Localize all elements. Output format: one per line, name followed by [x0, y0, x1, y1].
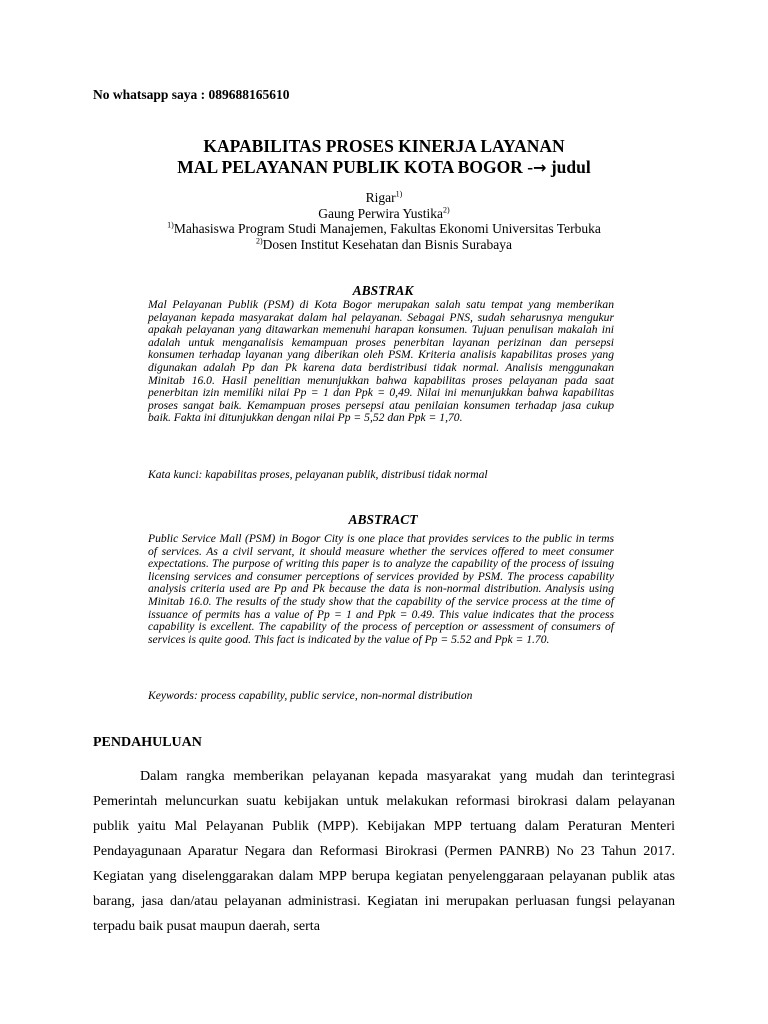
section-heading-pendahuluan: PENDAHULUAN	[93, 735, 202, 750]
affiliation-1	[0, 221, 768, 237]
affiliation-1-text: Mahasiswa Program Studi Manajemen, Fakultas Ekonomi Universitas Terbuka	[173, 221, 601, 236]
author-1-sup: 1)	[395, 189, 403, 199]
author-2-name: Gaung Perwira Yustika	[318, 205, 444, 221]
author-2-sup: 2)	[443, 205, 450, 214]
title-line-2	[0, 157, 768, 178]
author-1-name: Rigar	[365, 190, 396, 205]
abstract-keywords: Keywords: process capability, public service, non-normal distribution	[148, 689, 473, 702]
contact-line: No whatsapp saya : 089688165610	[93, 87, 290, 102]
affiliation-1-sup: 1)	[167, 220, 174, 230]
author-2	[0, 206, 768, 222]
abstrak-keywords: Kata kunci: kapabilitas proses, pelayanan publik, distribusi tidak normal	[148, 468, 488, 481]
affiliation-2	[0, 237, 768, 253]
section-body-text: Dalam rangka memberikan pelayanan kepada masyarakat yang mudah dan terintegrasi Pemerintah meluncurkan suatu kebijakan untuk melakukan reformasi birokrasi dalam pelayanan publik yaitu Mal Pelayanan Publik (MPP). Kebijakan MPP tertuang dalam Peraturan Menteri Pendayagunaan Aparatur Negara dan Reformasi Birokrasi (Permen PANRB) No 23 Tahun 2017. Kegiatan yang diselenggarakan dalam MPP berupa kegiatan penyelenggaraan pelayanan publik atas barang, jasa dan/atau pelayanan administrasi. Kegiatan ini merupakan perluasan fungsi pelayanan terpadu baik pusat maupun daerah, serta	[93, 768, 675, 934]
affiliation-2-text: Dosen Institut Kesehatan dan Bisnis Surabaya	[262, 236, 512, 252]
paper-title	[0, 136, 768, 178]
abstrak-heading: ABSTRAK	[352, 283, 414, 298]
author-block	[0, 190, 768, 252]
arrow-right-icon: →	[533, 158, 547, 177]
abstrak-body: Mal Pelayanan Publik (PSM) di Kota Bogor merupakan salah satu tempat yang memberikan pelayanan kepada masyarakat dalam hal pelayanan. Sebagai PNS, sudah seharusnya mengukur apakah pelayanan yang ditawarkan memenuhi harapan konsumen. Tujuan penulisan makalah ini adalah untuk menganalisis kemampuan proses penerbitan layanan perizinan dan persepsi konsumen terhadap layanan yang diberikan oleh PSM. Kriteria analisis kapabilitas proses yang digunakan adalah Pp dan Pk karena data berdistribusi tidak normal. Analisis menggunakan Minitab 16.0. Hasil penelitian menunjukkan bahwa kapabilitas proses pelayanan pada saat penerbitan izin memiliki nilai Pp = 1 dan Ppk = 0,49. Nilai ini menunjukkan bahwa kapabilitas proses sangat baik. Kemampuan proses persepsi atau penilaian konsumen terhadap jasa cukup baik. Fakta ini ditunjukkan dengan nilai Pp = 5,52 dan Ppk = 1,70.	[148, 298, 614, 425]
title-suffix: judul	[546, 157, 591, 177]
abstract-body: Public Service Mall (PSM) in Bogor City is one place that provides services to the public in terms of services. As a civil servant, it should measure whether the services offered to meet consumer expectations. The purpose of writing this paper is to analyze the capability of the process of issuing licensing services and consumer perceptions of services provided by PSM. The process capability analysis criteria used are Pp and Pk because the data is non-normal distribution. Analysis using Minitab 16.0. The results of the study show that the capability of the service process at the time of issuance of permits has a value of Pp = 1 and Ppk = 0.49. This value indicates that the process capability is excellent. The capability of the process of perception or assessment of consumers of services is quite good. This fact is indicated by the value of Pp = 5.52 and Ppk = 1.70.	[148, 532, 614, 646]
title-line-1: KAPABILITAS PROSES KINERJA LAYANAN	[203, 136, 565, 156]
author-1	[0, 190, 768, 206]
affiliation-2-sup: 2)	[256, 236, 263, 245]
abstract-heading: ABSTRACT	[348, 512, 418, 527]
title-line-2-text: MAL PELAYANAN PUBLIK KOTA BOGOR -	[177, 157, 534, 177]
